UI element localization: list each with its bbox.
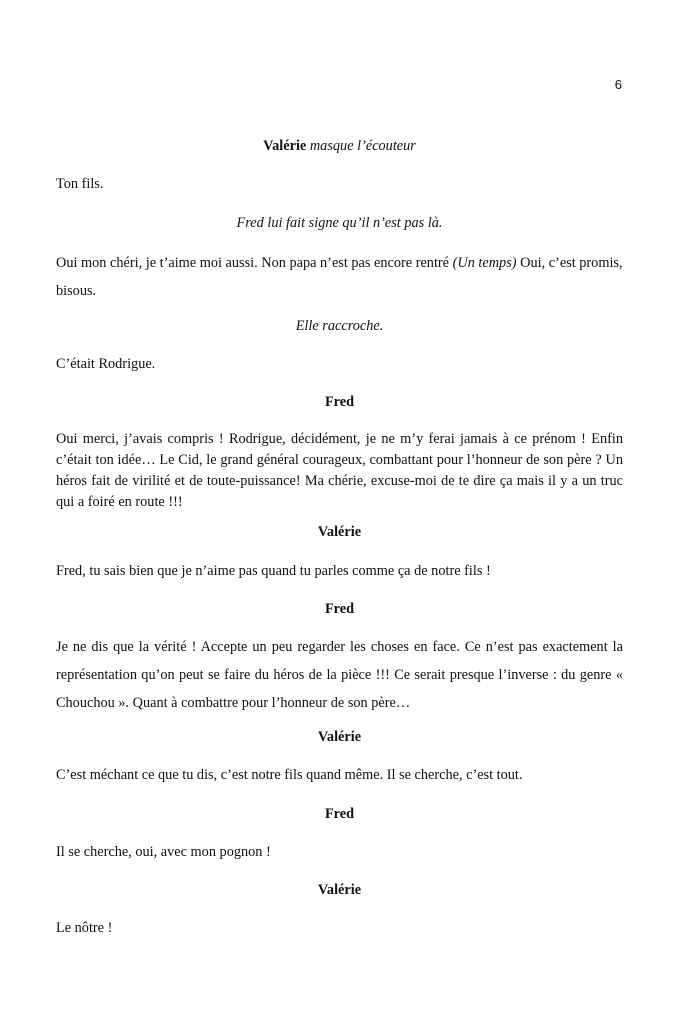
dialogue-line: Oui merci, j’avais compris ! Rodrigue, décidément, je ne m’y ferai jamais à ce prénom ! Enfin c’était ton idée… Le Cid, le grand général courageux, combattant pour l’honneur de son père ? Un héros fait de virilité et de toute-puissance! Ma chérie, excuse-moi de te dire ça mais il y a un truc qui a foiré en route !!! <box>56 431 623 510</box>
dialogue-line: C’était Rodrigue. <box>56 356 156 372</box>
stage-direction: Elle raccroche. <box>295 318 384 334</box>
speaker-name: Valérie <box>263 138 307 154</box>
speaker-name: Fred <box>324 601 355 617</box>
dialogue-text: Oui mon chéri, je t’aime moi aussi. Non papa n’est pas encore rentré <box>56 255 453 271</box>
dialogue-line: Le nôtre ! <box>56 920 113 936</box>
dialogue-line: Fred, tu sais bien que je n’aime pas quand tu parles comme ça de notre fils ! <box>56 563 491 579</box>
dialogue-line: Il se cherche, oui, avec mon pognon ! <box>56 844 271 860</box>
stage-direction: Fred lui fait signe qu’il n’est pas là. <box>236 215 443 231</box>
speaker-name: Valérie <box>317 524 362 540</box>
speaker-name: Valérie <box>317 882 362 898</box>
speaker-name: Fred <box>324 806 355 822</box>
dialogue-line: Ton fils. <box>56 176 104 192</box>
dialogue-text: Oui, c’est promis, bisous. <box>56 255 623 299</box>
speaker-name: Fred <box>324 394 355 410</box>
aside: (Un temps) <box>452 255 517 271</box>
page-number: 6 <box>614 77 622 92</box>
stage-direction: masque l’écouteur <box>309 138 416 154</box>
dialogue-line: C’est méchant ce que tu dis, c’est notre fils quand même. Il se cherche, c’est tout. <box>56 767 523 783</box>
speaker-name: Valérie <box>317 729 362 745</box>
dialogue-line: Je ne dis que la vérité ! Accepte un peu regarder les choses en face. Ce n’est pas exactement la représentation qu’on peut se faire du héros de la pièce !!! Ce serait presque l’inverse : du genre « Chouchou ». Quant à combattre pour l’honneur de son père… <box>56 639 623 711</box>
speaker-heading <box>56 138 623 155</box>
dialogue-line <box>56 249 623 305</box>
